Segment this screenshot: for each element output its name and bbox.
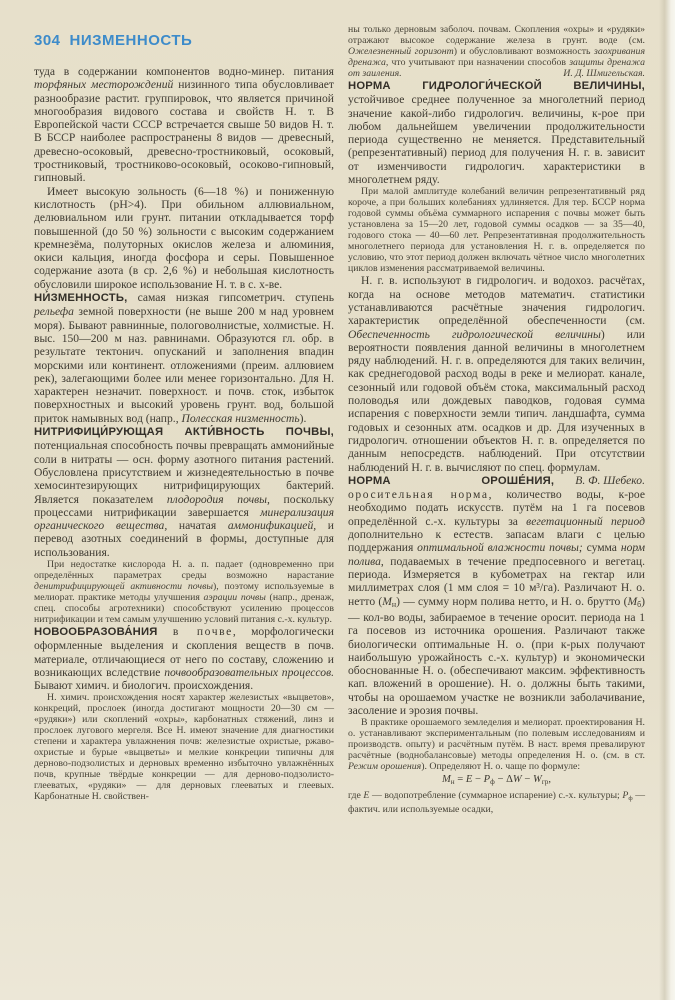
author-signature: И. Д. Шмигельская. [563,68,645,79]
text-run: P [622,790,629,802]
paragraph [348,186,645,274]
text-run: Бывают химич. и биологич. происхождения. [34,679,254,693]
running-title: НИЗМЕННОСТЬ [69,32,193,49]
entry-paragraph [348,474,645,718]
paragraph [348,717,645,772]
author-signature: В. Ф. Шебеко. [575,473,645,487]
text-run: Н. химич. происхождения носят характер железистых «выцветов», конкреций, прослоек (иногда достигают мощности 20—30 см — «рудяки») или скоплений «охры», карбонатных стяжений, линз и прослоек лугового мергеля. Все Н. имеют значение для диагностики степени и характера увлажнения почв: железистые охристые, ржаво-охристые и бурые «выцветы» и мелкие конкреции типичны для дерново-подзолистых и дерновых временно избыточно увлажнённых почв, крупные твёрдые конкреции — для дерново-подзолисто-глееватых, «рудяки» — для дерновых глееватых и глеевых. Карбонатные Н. свойствен- [34,692,334,803]
text-run: торфяных месторождений [34,78,174,92]
text-run: M [441,774,451,786]
text-run: аммонификацией, [227,519,317,533]
text-run: начатая [167,519,228,533]
text-run: вегетационный период [526,514,645,528]
paragraph [34,559,334,625]
paragraph [348,24,645,79]
text-run: плодородия почвы, [166,492,270,506]
entry-headword: НИ́ЗМЕННОСТЬ, [34,292,128,305]
text-run: P [483,774,491,786]
left-column [34,30,334,802]
entry-paragraph [348,79,645,186]
entry-paragraph [34,625,334,692]
text-run: и перевод азотных соединений в формы, доступные для использования. [34,519,335,559]
text-run: Обеспеченность гидрологической величины [348,327,601,341]
text-run: E [465,774,473,786]
paragraph [348,790,645,815]
text-run: что учитывают при назначении способов [388,57,570,68]
text-run: (напр., дренаж, спец. способы агротехники) способствуют усилению процессов нитрификации и тем самым улучшению условий питания с.-х. культур. [34,591,334,625]
text-run: ) — кол-во воды, забираемое в течение оросит. периода на 1 га посевов из источника орошения. Различают также биологически оптимальные Н. о. (при к-рых получают наибольшую урожайность с.-х. культур) и экономически обоснованные Н. о. (обеспечивают максим. эффективность кап. вложений в орошение). Н. о. должны быть такими, чтобы на орошаемом участке не возникли заболачивание, засоление и эрозия почвы. [348,594,645,718]
entry-headword: НОВООБРАЗОВА́НИЯ [34,625,158,638]
text-run: Полесская низменность [181,411,300,425]
text-run: н [391,599,397,609]
right-column [348,24,645,815]
text-run: ) — сумму норм полива нетто, и Н. о. брутто ( [396,594,628,608]
text-run: , морфологически оформленные выделения и скопления веществ в почв. материале, отличающиеся от него по составу, сложению и возникающих вследствие [34,624,334,679]
paragraph [34,65,334,185]
text-run: При недостатке кислорода Н. а. п. падает (одновременно при определённых параметрах среды возможно нарастание [34,558,334,581]
text-run: W [512,774,522,786]
entry-paragraph [34,425,334,559]
text-run: поскольку процессами нитрификации завершается [34,492,335,519]
text-run: ) или вероятности появления данной величины в многолетнем ряду наблюдений. Н. г. в. определяются для таких величин, как среднегодовой расход воды в реке и мелиорат. канале, сезонный или годовой объём стока, максимальный расход половодья или дождевых паводков, годовая сумма испарения с поверхности земли типич. ландшафта, сумма годовых и сезонных атм. осадков и др. Для изученных в гидрологич. отношении объектов Н. г. в. определяется по данным непосредств. наблюдений. При отсутствии наблюдений Н. г. в. вычисляют по спец. формулам. [348,327,645,474]
text-run: ф [628,795,633,803]
text-run: минерализация органического вещества, [34,505,334,533]
text-run: земной поверхности (не выше 200 м над уровнем моря). Бывают равнинные, пологоволнистые, холмистые. Н. выс. 150—200 м наз. равнинами. Образуются гл. обр. в результате тектонич. опусканий и заполнения впадин морскими или континент. отложениями (преим. аллювием рек), залегающими более или менее горизонтально. Для Н. характерен незначит. поверхност. и почв. сток, избыток поверхностных и высокий уровень грунт. вод, большой приток намывных вод (напр., [34,305,334,425]
text-run: в почве [172,624,233,638]
text-run: ). [299,411,307,425]
text-run: рельефа [34,305,74,319]
text-run: самая низкая гипсометрич. ступень [127,291,334,305]
text-run: — фактич. или используемые осадки, [348,790,646,816]
text-run: W [533,774,542,786]
text-run: , количество воды, к-рое необходимо подать искусств. путём на 1 га посевов определённой с.-х. культуры за [348,488,645,528]
page-number: 304 [34,32,61,49]
text-run: где [348,790,364,802]
text-run: Имеет высокую зольность (6—18 %) и пониженную кислотность (pH>4). При обильном аллювиальном, делювиальном или грунт. питании откладывается торф повышенной (до 50 %) зольности с высоким содержанием кремнезёма, полуторных окислов железа и алюминия, окиси кальция, иногда фосфора и серы. Повышенное содержание азота (в ср. 2,6 %) и небольшая кислотность обусловили широкое использование Н. т. в с. х-ве. [34,184,334,291]
text-run: E [363,790,370,802]
text-run: ) и обусловливают возможность [453,46,595,57]
text-run: норм полива [348,541,645,568]
text-run: Н. г. в. используют в гидрологич. и водохоз. расчётах, когда на основе методов математич. статистики устанавливаются расчётные значения гидрологич. характеристик определённой обеспеченности (см. [348,274,645,328]
text-run: б [637,599,642,609]
text-run: н [450,778,455,787]
text-run: − Δ [494,774,513,786]
entry-headword: НИТРИФИЦИ́РУЮЩАЯ АКТИ́ВНОСТЬ ПОЧВЫ, [34,426,334,439]
text-run: гр [541,778,549,787]
text-run: − [472,774,484,786]
paragraph [34,692,334,802]
text-run: ), поэтому используемые в мелиорат. практике методы улучшения [34,580,334,603]
entry-headword: НОРМА ОРОШЕ́НИЯ, [348,474,555,487]
text-run: низинного типа обусловливает разнообразие растит. группировок, что является причиной многообразия видового состава и свойств Н. т. В Европейской части СССР встречается свыше 50 видов Н. т. В БССР наиболее распространены 8 видов — древесный, древесно-осоковый, древесно-тростниковый, осоковый, тростниковый, тростниково-осоковый, осоково-гипновый, гипновый. [34,78,334,185]
text-run: , подаваемых в течение предпосевного и вегетац. периода. Измеряется в кубометрах на гектар или миллиметрах слоя (1 мм слоя = 10 м³/га). Различают Н. о. нетто ( [348,554,645,608]
entry-paragraph [34,291,334,425]
paragraph [34,185,334,291]
text-run: Режим орошения [348,761,422,773]
entry-headword: НОРМА ГИДРОЛОГИ́ЧЕСКОЙ ВЕЛИЧИНЫ, [348,80,645,92]
running-head [34,32,334,49]
text-run: ). Определяют Н. о. чаще по формуле: [421,761,581,773]
text-run: оптимальной влажности почвы; [417,541,583,555]
text-run: сумма [582,541,621,555]
text-run: заохривания дренажа, [348,46,645,68]
text-run: дополнительно к естеств. запасам влаги с целью поддержания [348,528,645,555]
text-run: M [627,594,638,608]
text-run: = [454,774,466,786]
text-run: туда в содержании компонентов водно-минер. питания [34,65,334,78]
paragraph [348,773,645,789]
text-run: устойчивое среднее полученное за многолетний период значение какой-либо гидрологич. величины, к-рое при любом дальнейшем увеличении продолжительности периода существенно не меняется. Представительный (репрезентативный) период для получения Н. г. в. зависит от изменчивости гидрологич. характеристики в многолетнем ряду. [348,93,645,187]
text-run: защиты дренажа от заиления. [348,57,645,79]
text-run: потенциальная способность почвы превращать аммонийные соли в нитраты — осн. форму азотного питания растений. Обусловлена присутствием и жизнедеятельностью в почве хемосинтезирующих нитрифицирующих бактерий. Является показателем [34,439,334,506]
text-run: , [548,774,552,786]
text-run: ны только дерновым заболоч. почвам. Скопления «охры» и «рудяки» отражают высокое содержание железа в грунт. воде (см. [348,24,645,46]
text-run: ф [490,778,495,787]
text-run: оросительная норма [348,488,489,502]
text-run [158,625,173,638]
text-run: денитрифицирующей активности почвы [34,580,213,592]
page-edge-shadow [659,0,675,1000]
text-run: В практике орошаемого земледелия и мелиорат. проектирования Н. о. устанавливают экспериментальным (по полевым исследованиям и производств. опыту) и расчётным путём. В наст. время превалируют расчётные (воднобалансовые) методы определения Н. о. (см. в ст. [348,717,645,762]
text-run: аэрации почвы [203,591,266,603]
text-run: почвообразовательных процессов. [164,665,334,679]
text-run: Ожелезненный горизонт [348,46,454,57]
text-run: — водопотребление (суммарное испарение) с.-х. культуры; [369,790,623,802]
text-run: − [521,774,534,786]
text-run: M [382,594,392,608]
text-run: При малой амплитуде колебаний величин репрезентативный ряд короче, а при больших колебаниях удлиняется. Для тер. БССР норма годовой суммы объёма суммарного испарения с почвы может быть установлена за 15—20 лет, годовой суммы осадков — за 35—40, годового стока — 40—60 лет. Репрезентативная продолжительность многолетнего периода для установления Н. г. в. определяется по условию, что этот период должен включать чётное число многолетних циклов изменения рассматриваемой величины. [348,186,645,275]
